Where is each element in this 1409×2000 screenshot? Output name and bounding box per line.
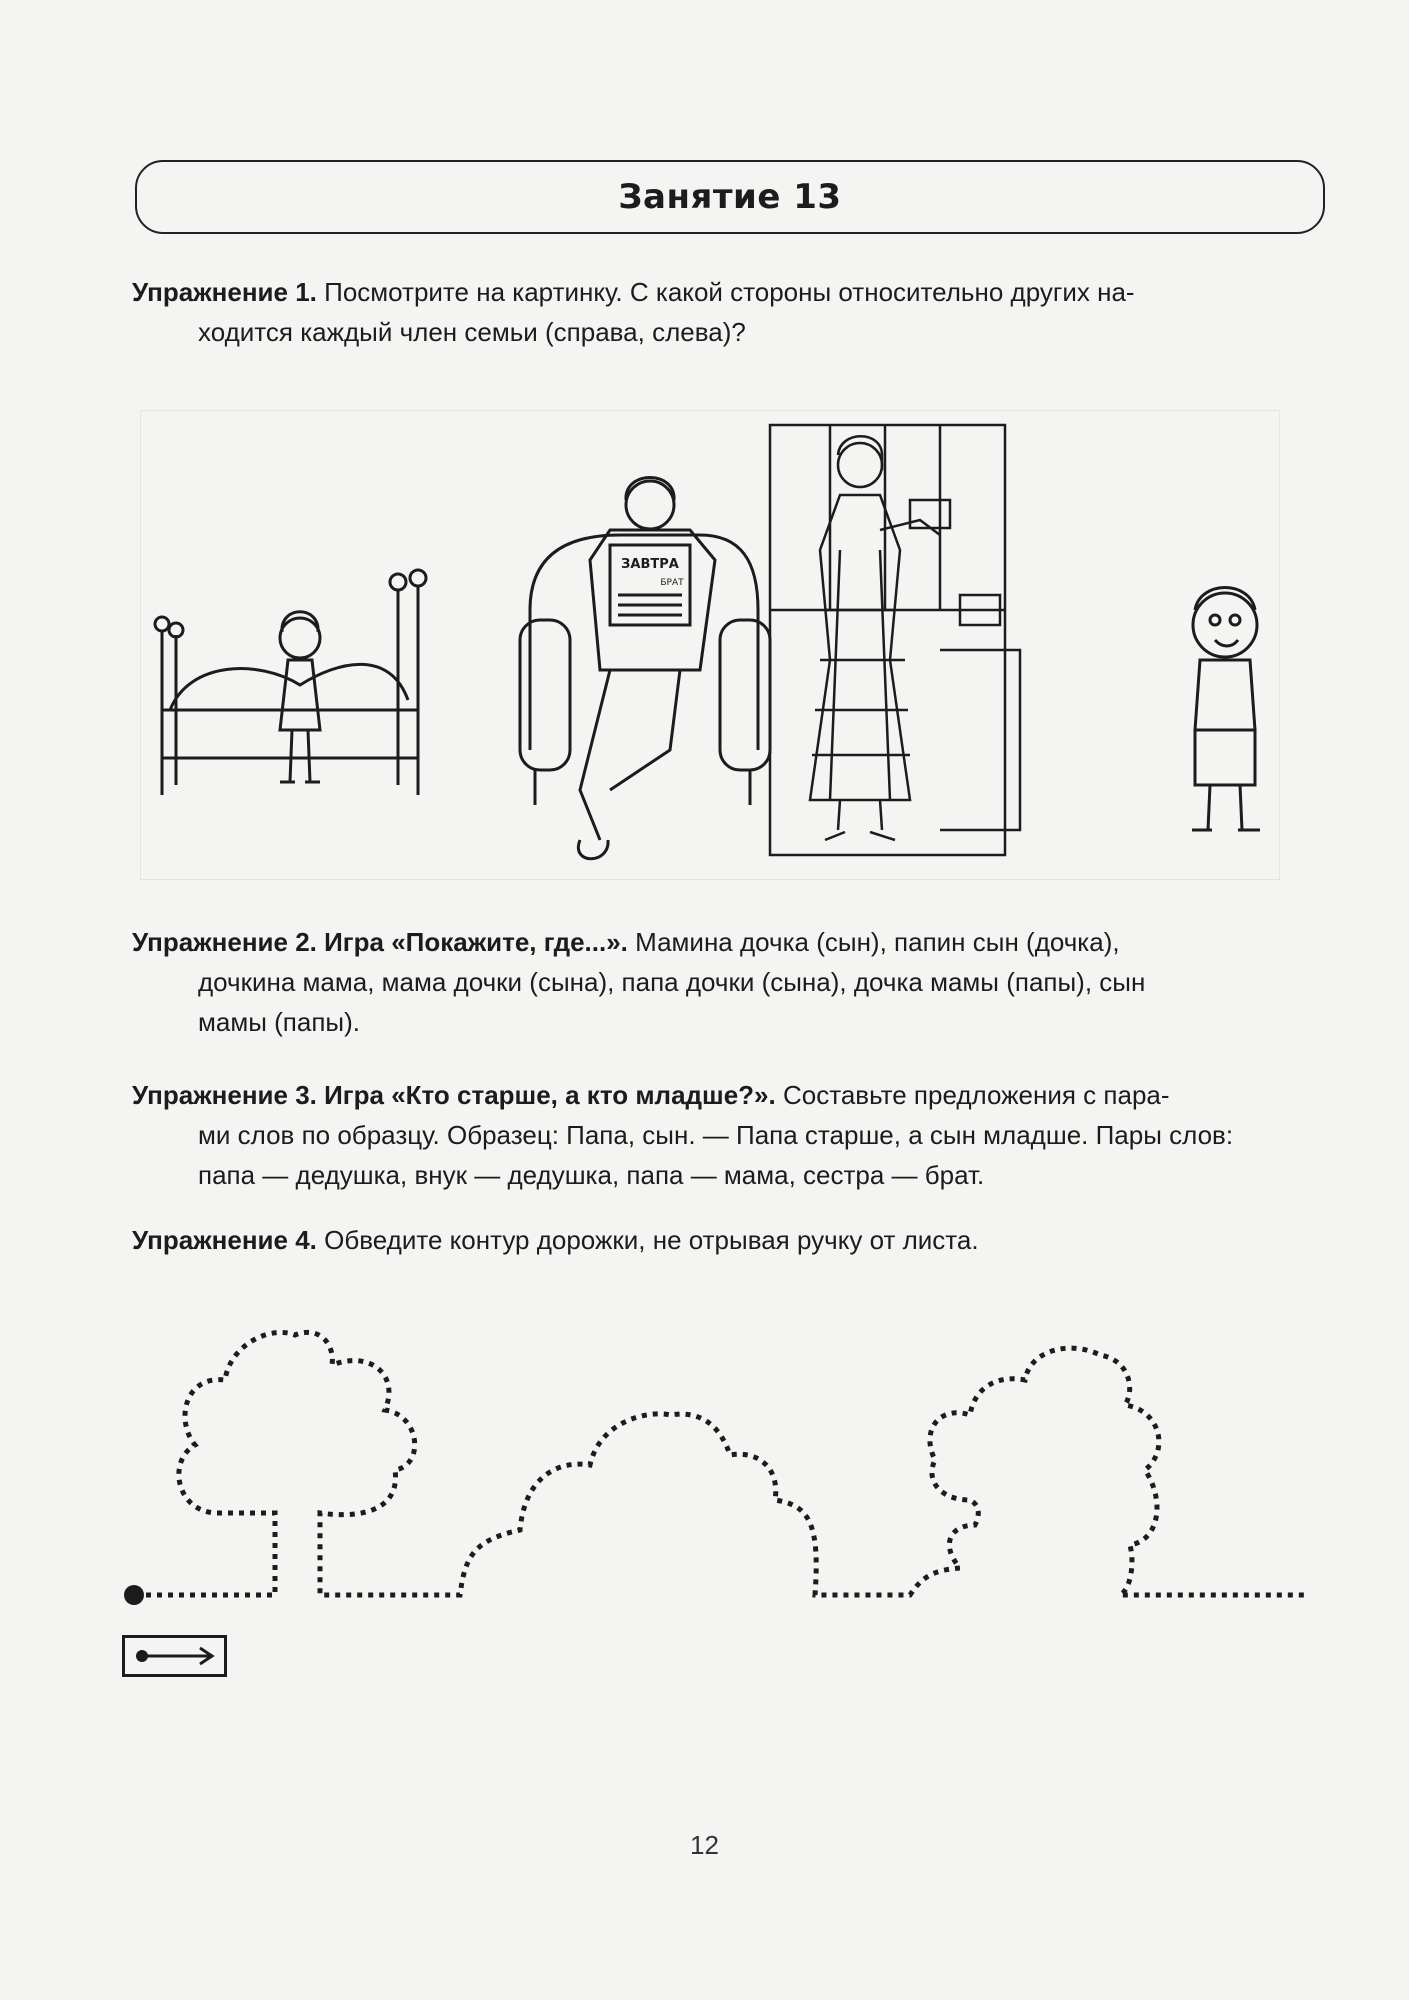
page-number: 12	[690, 1830, 719, 1860]
girl-on-bed-image	[155, 570, 426, 795]
tracing-path-line	[135, 1332, 1305, 1595]
exercise-2	[132, 922, 1327, 1042]
exercise-3-text-line1: Составьте предложения с пара-	[782, 1080, 1170, 1110]
father-in-armchair-image	[520, 478, 770, 859]
newspaper-subtitle: БРАТ	[660, 578, 684, 588]
lesson-title-box	[135, 160, 1325, 234]
tracing-path[interactable]	[120, 1300, 1320, 1620]
exercise-3	[132, 1075, 1327, 1195]
newspaper-title: ЗАВТРА	[621, 557, 679, 572]
exercise-2-text-line1: Мамина дочка (сын), папин сын (дочка),	[635, 927, 1120, 957]
exercise-1-text-line1: Посмотрите на картинку. С какой стороны относительно других на-	[324, 277, 1135, 307]
exercise-1-text-line2: ходится каждый член семьи (справа, слева)?	[198, 317, 746, 347]
exercise-2-label: Упражнение 2. Игра «Покажите, где...».	[132, 927, 628, 957]
exercise-1	[132, 272, 1327, 352]
mother-at-stove-image	[770, 425, 1020, 855]
boy-standing-image	[1192, 588, 1260, 831]
exercise-1-label: Упражнение 1.	[132, 277, 317, 307]
exercise-3-text-line3: папа — дедушка, внук — дедушка, папа — мама, сестра — брат.	[198, 1160, 985, 1190]
exercise-3-text-line2: ми слов по образцу. Образец: Папа, сын. — Папа старше, а сын младше. Пары слов:	[198, 1120, 1234, 1150]
exercise-4	[132, 1220, 1327, 1260]
exercise-2-text-line2: дочкина мама, мама дочки (сына), папа дочки (сына), дочка мамы (папы), сын	[198, 967, 1146, 997]
lesson-title: Занятие 13	[618, 177, 842, 217]
exercise-4-label: Упражнение 4.	[132, 1225, 317, 1255]
family-illustration	[140, 410, 1280, 880]
direction-arrow-icon	[122, 1635, 227, 1677]
exercise-2-text-line3: мамы (папы).	[198, 1007, 360, 1037]
exercise-4-text-line1: Обведите контур дорожки, не отрывая ручку от листа.	[324, 1225, 979, 1255]
exercise-3-label: Упражнение 3. Игра «Кто старше, а кто младше?».	[132, 1080, 776, 1110]
tracing-start-dot	[124, 1585, 144, 1605]
